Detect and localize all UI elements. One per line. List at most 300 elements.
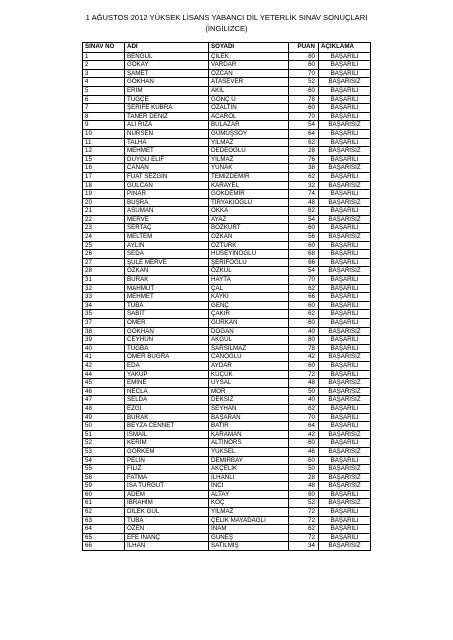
table-row — [83, 190, 371, 199]
cell-last-name: HÜSEYİNOĞLU — [209, 250, 289, 259]
table-row — [83, 439, 371, 448]
cell-score: 60 — [289, 361, 319, 370]
cell-result: BAŞARILI — [319, 508, 371, 517]
cell-result: BAŞARILI — [319, 404, 371, 413]
cell-result: BAŞARILI — [319, 456, 371, 465]
cell-result: BAŞARILI — [319, 533, 371, 542]
table-row — [83, 155, 371, 164]
cell-result: BAŞARISIZ — [319, 482, 371, 491]
cell-last-name: YÜKSEL — [209, 447, 289, 456]
cell-score: 72 — [289, 370, 319, 379]
cell-result: BAŞARILI — [319, 439, 371, 448]
cell-first-name: FİLİZ — [125, 465, 209, 474]
table-row — [83, 344, 371, 353]
cell-result: BAŞARILI — [319, 284, 371, 293]
cell-score: 60 — [289, 456, 319, 465]
cell-exam-no: 17 — [83, 172, 125, 181]
cell-exam-no: 24 — [83, 233, 125, 242]
table-row — [83, 86, 371, 95]
cell-result: BAŞARISIZ — [319, 465, 371, 474]
table-row — [83, 241, 371, 250]
cell-first-name: GÖKHAN — [125, 78, 209, 87]
cell-last-name: KARAYEL — [209, 181, 289, 190]
cell-first-name: EZGİ — [125, 404, 209, 413]
cell-last-name: ÖZKAN — [209, 233, 289, 242]
cell-score: 60 — [289, 104, 319, 113]
cell-score: 66 — [289, 258, 319, 267]
cell-score: 32 — [289, 181, 319, 190]
cell-exam-no: 40 — [83, 344, 125, 353]
cell-last-name: KOÇ — [209, 499, 289, 508]
cell-first-name: MEHMET — [125, 293, 209, 302]
cell-exam-no: 18 — [83, 181, 125, 190]
cell-result: BAŞARILI — [319, 525, 371, 534]
header-row — [83, 43, 371, 53]
cell-result: BAŞARISIZ — [319, 267, 371, 276]
cell-score: 54 — [289, 215, 319, 224]
cell-result: BAŞARILI — [319, 258, 371, 267]
cell-first-name: ÖZEN — [125, 525, 209, 534]
cell-score: 28 — [289, 473, 319, 482]
document-title: 1 AĞUSTOS 2012 YÜKSEK LİSANS YABANCI DİL YETERLİK SINAV SONUÇLARI — [85, 13, 368, 22]
cell-first-name: CEYHUN — [125, 336, 209, 345]
cell-first-name: PINAR — [125, 190, 209, 199]
table-row — [83, 78, 371, 87]
header-last-name: SOYADI — [209, 43, 289, 53]
cell-first-name: KERİM — [125, 439, 209, 448]
cell-score: 42 — [289, 430, 319, 439]
cell-first-name: TUBA — [125, 301, 209, 310]
cell-first-name: İBRAHİM — [125, 499, 209, 508]
cell-first-name: MAHMUT — [125, 284, 209, 293]
cell-first-name: BURAK — [125, 413, 209, 422]
cell-exam-no: 32 — [83, 284, 125, 293]
cell-result: BAŞARILI — [319, 310, 371, 319]
table-row — [83, 525, 371, 534]
table-row — [83, 310, 371, 319]
cell-exam-no: 16 — [83, 164, 125, 173]
cell-score: 40 — [289, 327, 319, 336]
cell-result: BAŞARISIZ — [319, 379, 371, 388]
cell-first-name: DUYGU ELİF — [125, 155, 209, 164]
cell-result: BAŞARISIZ — [319, 430, 371, 439]
cell-result: BAŞARILI — [319, 293, 371, 302]
table-row — [83, 301, 371, 310]
cell-first-name: BEYZA CENNET — [125, 422, 209, 431]
cell-exam-no: 31 — [83, 276, 125, 285]
table-row — [83, 198, 371, 207]
cell-first-name: EDA — [125, 361, 209, 370]
cell-result: BAŞARILI — [319, 86, 371, 95]
cell-last-name: UYSAL — [209, 379, 289, 388]
cell-score: 80 — [289, 336, 319, 345]
cell-score: 72 — [289, 516, 319, 525]
cell-score: 48 — [289, 198, 319, 207]
results-body — [83, 52, 371, 550]
cell-last-name: KAYKI — [209, 293, 289, 302]
cell-last-name: ÖZCAN — [209, 69, 289, 78]
cell-last-name: DOĞAN — [209, 327, 289, 336]
cell-first-name: SABİT — [125, 310, 209, 319]
cell-exam-no: 51 — [83, 430, 125, 439]
cell-last-name: BAŞARAN — [209, 413, 289, 422]
cell-last-name: KÜÇÜK — [209, 370, 289, 379]
cell-score: 48 — [289, 482, 319, 491]
cell-score: 64 — [289, 129, 319, 138]
cell-exam-no: 59 — [83, 482, 125, 491]
cell-exam-no: 60 — [83, 490, 125, 499]
cell-result: BAŞARISIZ — [319, 121, 371, 130]
cell-score: 50 — [289, 465, 319, 474]
table-row — [83, 447, 371, 456]
cell-result: BAŞARISIZ — [319, 147, 371, 156]
cell-first-name: GÖRKEM — [125, 447, 209, 456]
table-row — [83, 52, 371, 61]
cell-result: BAŞARILI — [319, 276, 371, 285]
cell-score: 62 — [289, 525, 319, 534]
cell-result: BAŞARILI — [319, 190, 371, 199]
cell-last-name: AYAZ — [209, 215, 289, 224]
table-row — [83, 164, 371, 173]
cell-result: BAŞARISIZ — [319, 447, 371, 456]
cell-result: BAŞARILI — [319, 69, 371, 78]
cell-last-name: DEKSİZ — [209, 396, 289, 405]
cell-result: BAŞARILI — [319, 336, 371, 345]
cell-first-name: TALHA — [125, 138, 209, 147]
table-row — [83, 533, 371, 542]
cell-first-name: TUĞBA — [125, 344, 209, 353]
cell-score: 50 — [289, 387, 319, 396]
results-table — [82, 42, 371, 551]
cell-result: BAŞARISIZ — [319, 353, 371, 362]
cell-result: BAŞARISIZ — [319, 542, 371, 551]
header-score: PUAN — [289, 43, 319, 53]
cell-first-name: EFE İNANÇ — [125, 533, 209, 542]
cell-score: 60 — [289, 439, 319, 448]
cell-last-name: GÖNÇ Ü — [209, 95, 289, 104]
cell-result: BAŞARILI — [319, 104, 371, 113]
cell-result: BAŞARILI — [319, 413, 371, 422]
table-row — [83, 387, 371, 396]
cell-first-name: İSA TURGUT — [125, 482, 209, 491]
cell-last-name: AYDAR — [209, 361, 289, 370]
cell-first-name: ÖMER — [125, 319, 209, 328]
table-row — [83, 207, 371, 216]
table-row — [83, 379, 371, 388]
cell-last-name: ÇAKIR — [209, 310, 289, 319]
cell-last-name: ÇELİK MAYADAĞLI — [209, 516, 289, 525]
table-row — [83, 293, 371, 302]
table-row — [83, 542, 371, 551]
cell-first-name: YAKUP — [125, 370, 209, 379]
cell-exam-no: 48 — [83, 404, 125, 413]
cell-score: 70 — [289, 112, 319, 121]
cell-score: 78 — [289, 95, 319, 104]
cell-last-name: ALTINÖRS — [209, 439, 289, 448]
cell-score: 72 — [289, 508, 319, 517]
cell-exam-no: 11 — [83, 138, 125, 147]
cell-result: BAŞARILI — [319, 370, 371, 379]
cell-result: BAŞARILI — [319, 301, 371, 310]
cell-score: 52 — [289, 78, 319, 87]
cell-score: 70 — [289, 413, 319, 422]
cell-last-name: ŞERİFOĞLU — [209, 258, 289, 267]
cell-exam-no: 55 — [83, 465, 125, 474]
table-row — [83, 473, 371, 482]
cell-exam-no: 9 — [83, 121, 125, 130]
cell-last-name: ÖZKUL — [209, 267, 289, 276]
cell-first-name: NECLA — [125, 387, 209, 396]
cell-result: BAŞARISIZ — [319, 164, 371, 173]
cell-first-name: EMİNE — [125, 379, 209, 388]
cell-last-name: YILMAZ — [209, 138, 289, 147]
cell-exam-no: 15 — [83, 155, 125, 164]
cell-last-name: TEMİZDEMİR — [209, 172, 289, 181]
cell-result: BAŞARILI — [319, 155, 371, 164]
cell-exam-no: 3 — [83, 69, 125, 78]
cell-result: BAŞARILI — [319, 344, 371, 353]
cell-exam-no: 58 — [83, 473, 125, 482]
cell-last-name: SATILMIŞ — [209, 542, 289, 551]
cell-exam-no: 21 — [83, 207, 125, 216]
cell-last-name: ALTAY — [209, 490, 289, 499]
cell-score: 56 — [289, 233, 319, 242]
cell-last-name: İNCİ — [209, 482, 289, 491]
cell-first-name: NURSEN — [125, 129, 209, 138]
cell-score: 62 — [289, 207, 319, 216]
cell-last-name: YILMAZ — [209, 155, 289, 164]
cell-first-name: ÖMER BUĞRA — [125, 353, 209, 362]
table-row — [83, 508, 371, 517]
table-row — [83, 233, 371, 242]
table-row — [83, 336, 371, 345]
cell-first-name: ERİM — [125, 86, 209, 95]
table-row — [83, 276, 371, 285]
cell-last-name: TİRYAKİOĞLU — [209, 198, 289, 207]
cell-score: 78 — [289, 344, 319, 353]
cell-last-name: HAYTA — [209, 276, 289, 285]
cell-score: 60 — [289, 241, 319, 250]
cell-score: 60 — [289, 319, 319, 328]
cell-last-name: GENÇ — [209, 301, 289, 310]
cell-last-name: SARSILMAZ — [209, 344, 289, 353]
table-row — [83, 499, 371, 508]
cell-result: BAŞARILI — [319, 224, 371, 233]
cell-score: 38 — [289, 164, 319, 173]
cell-last-name: GÜMÜŞSOY — [209, 129, 289, 138]
cell-first-name: ADEM — [125, 490, 209, 499]
cell-score: 40 — [289, 396, 319, 405]
cell-last-name: SEYHAN — [209, 404, 289, 413]
cell-exam-no: 39 — [83, 336, 125, 345]
cell-score: 60 — [289, 86, 319, 95]
cell-last-name: ÇİLEK — [209, 52, 289, 61]
cell-score: 62 — [289, 404, 319, 413]
cell-last-name: BULAZAR — [209, 121, 289, 130]
cell-last-name: BOZKURT — [209, 224, 289, 233]
table-row — [83, 361, 371, 370]
cell-result: BAŞARISIZ — [319, 499, 371, 508]
table-row — [83, 112, 371, 121]
cell-exam-no: 64 — [83, 525, 125, 534]
cell-last-name: ÇAL — [209, 284, 289, 293]
cell-score: 54 — [289, 267, 319, 276]
cell-exam-no: 63 — [83, 516, 125, 525]
cell-score: 70 — [289, 69, 319, 78]
cell-first-name: İSMAİL — [125, 430, 209, 439]
table-row — [83, 327, 371, 336]
cell-last-name: BATIR — [209, 422, 289, 431]
cell-score: 34 — [289, 542, 319, 551]
cell-exam-no: 26 — [83, 250, 125, 259]
cell-last-name: YILMAZ — [209, 508, 289, 517]
cell-exam-no: 61 — [83, 499, 125, 508]
cell-last-name: AKÇELİK — [209, 465, 289, 474]
cell-first-name: FUAT SEZGİN — [125, 172, 209, 181]
table-row — [83, 319, 371, 328]
cell-first-name: SAMET — [125, 69, 209, 78]
cell-exam-no: 12 — [83, 147, 125, 156]
cell-first-name: BÜŞRA — [125, 198, 209, 207]
cell-exam-no: 2 — [83, 61, 125, 70]
cell-score: 62 — [289, 310, 319, 319]
table-row — [83, 250, 371, 259]
cell-last-name: YUNAK — [209, 164, 289, 173]
cell-exam-no: 45 — [83, 379, 125, 388]
cell-score: 66 — [289, 293, 319, 302]
table-row — [83, 95, 371, 104]
cell-result: BAŞARILI — [319, 52, 371, 61]
cell-score: 72 — [289, 533, 319, 542]
cell-first-name: ŞULE MERVE — [125, 258, 209, 267]
cell-exam-no: 19 — [83, 190, 125, 199]
cell-last-name: DEMİRBAY — [209, 456, 289, 465]
cell-exam-no: 42 — [83, 361, 125, 370]
cell-score: 62 — [289, 138, 319, 147]
cell-last-name: ÖZALTIN — [209, 104, 289, 113]
cell-result: BAŞARILI — [319, 112, 371, 121]
cell-exam-no: 37 — [83, 319, 125, 328]
cell-first-name: SEDA — [125, 250, 209, 259]
cell-result: BAŞARISIZ — [319, 327, 371, 336]
cell-last-name: DEDEOĞLU — [209, 147, 289, 156]
cell-last-name: ÖZTÜRK — [209, 241, 289, 250]
cell-exam-no: 38 — [83, 327, 125, 336]
cell-result: BAŞARILI — [319, 138, 371, 147]
table-row — [83, 516, 371, 525]
cell-first-name: ASUMAN — [125, 207, 209, 216]
cell-score: 76 — [289, 155, 319, 164]
cell-last-name: GÜNEŞ — [209, 533, 289, 542]
cell-score: 70 — [289, 276, 319, 285]
cell-exam-no: 49 — [83, 413, 125, 422]
cell-last-name: MOR — [209, 387, 289, 396]
cell-first-name: BURAK — [125, 276, 209, 285]
cell-exam-no: 54 — [83, 456, 125, 465]
header-result: AÇIKLAMA — [319, 43, 371, 53]
cell-first-name: ŞERİFE KÜBRA — [125, 104, 209, 113]
cell-result: BAŞARILI — [319, 129, 371, 138]
cell-result: BAŞARILI — [319, 241, 371, 250]
cell-last-name: OKKA — [209, 207, 289, 216]
cell-exam-no: 53 — [83, 447, 125, 456]
cell-score: 60 — [289, 490, 319, 499]
cell-exam-no: 5 — [83, 86, 125, 95]
table-row — [83, 147, 371, 156]
cell-last-name: AKIL — [209, 86, 289, 95]
cell-score: 48 — [289, 379, 319, 388]
cell-result: BAŞARISIZ — [319, 78, 371, 87]
cell-score: 52 — [289, 499, 319, 508]
table-row — [83, 370, 371, 379]
cell-exam-no: 10 — [83, 129, 125, 138]
cell-result: BAŞARILI — [319, 250, 371, 259]
cell-exam-no: 33 — [83, 293, 125, 302]
cell-last-name: ACAROL — [209, 112, 289, 121]
cell-score: 62 — [289, 172, 319, 181]
cell-exam-no: 66 — [83, 542, 125, 551]
table-row — [83, 129, 371, 138]
cell-score: 60 — [289, 224, 319, 233]
table-row — [83, 224, 371, 233]
table-row — [83, 138, 371, 147]
cell-score: 68 — [289, 250, 319, 259]
table-row — [83, 69, 371, 78]
cell-first-name: BENGÜL — [125, 52, 209, 61]
table-row — [83, 267, 371, 276]
table-row — [83, 422, 371, 431]
cell-first-name: FATMA — [125, 473, 209, 482]
cell-last-name: İNAM — [209, 525, 289, 534]
cell-exam-no: 25 — [83, 241, 125, 250]
table-row — [83, 465, 371, 474]
cell-result: BAŞARISIZ — [319, 233, 371, 242]
document-subtitle: (İNGİLİZCE) — [205, 24, 248, 33]
cell-result: BAŞARILI — [319, 61, 371, 70]
table-row — [83, 172, 371, 181]
cell-last-name: CANOĞLU — [209, 353, 289, 362]
cell-exam-no: 47 — [83, 396, 125, 405]
cell-score: 64 — [289, 422, 319, 431]
header-first-name: ADI — [125, 43, 209, 53]
cell-score: 42 — [289, 353, 319, 362]
table-row — [83, 121, 371, 130]
cell-first-name: PELİN — [125, 456, 209, 465]
cell-result: BAŞARILI — [319, 490, 371, 499]
cell-score: 62 — [289, 284, 319, 293]
cell-exam-no: 23 — [83, 224, 125, 233]
cell-first-name: GÖKHAN — [125, 327, 209, 336]
cell-last-name: GÜRKAN — [209, 319, 289, 328]
table-row — [83, 482, 371, 491]
cell-first-name: TUĞÇE — [125, 95, 209, 104]
cell-first-name: AYLİN — [125, 241, 209, 250]
cell-exam-no: 62 — [83, 508, 125, 517]
cell-exam-no: 44 — [83, 370, 125, 379]
cell-exam-no: 6 — [83, 95, 125, 104]
cell-last-name: İLHANLI — [209, 473, 289, 482]
cell-score: 54 — [289, 121, 319, 130]
table-row — [83, 215, 371, 224]
cell-first-name: MERVE — [125, 215, 209, 224]
table-row — [83, 353, 371, 362]
cell-score: 60 — [289, 61, 319, 70]
cell-exam-no: 22 — [83, 215, 125, 224]
cell-last-name: AKGÜL — [209, 336, 289, 345]
cell-first-name: MELTEM — [125, 233, 209, 242]
table-row — [83, 456, 371, 465]
cell-last-name: KARAMAN — [209, 430, 289, 439]
